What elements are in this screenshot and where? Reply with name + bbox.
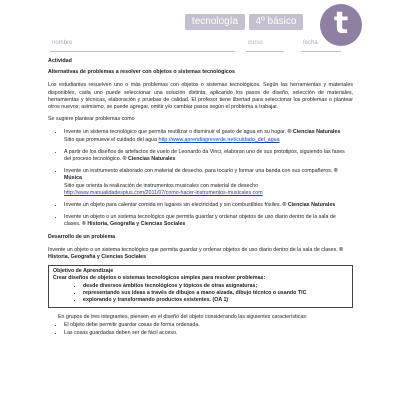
worksheet-content — [48, 58, 353, 337]
groups-point: • Las cosas guardadas deben ser de fácil acceso. — [64, 330, 353, 337]
subject-tab: tecnología — [185, 14, 245, 30]
problem-item — [64, 168, 353, 197]
subject-tag: ® Ciencias Naturales — [287, 129, 341, 136]
groups-point: • El objeto debe permitir guardar cosas de forma ordenada. — [64, 322, 353, 329]
objective-lead: Crear diseños de objetos o sistemas tecnológicos simples para resolver problemas: — [53, 275, 266, 282]
course-field-line[interactable] — [246, 51, 284, 52]
groups-intro: En grupos de tres integrantes, piensen en el diseño del objeto considerando las siguientes características: — [58, 314, 308, 321]
problem-list — [48, 129, 353, 228]
problem-note: Sitio que orienta la realización de instrumentos musicales con material de desecho — [64, 182, 259, 189]
objective-point: • explorando y transformando productos existentes. (OA 1) — [83, 297, 348, 304]
development-text — [48, 247, 353, 261]
course-field-label: curso — [248, 40, 263, 46]
objective-heading: Objetivo de Aprendizaje — [53, 268, 114, 275]
objective-point: • representando sus ideas a través de dibujos a mano alzada, dibujo técnico o usando TIC — [83, 290, 348, 297]
resource-link[interactable]: http://www.aprendiagreverde.net/cuidado_del_agua — [158, 136, 280, 143]
subject-logo: t — [320, 4, 362, 46]
header-tabs — [185, 14, 303, 30]
objective-point: • desde diversos ámbitos tecnológicos y tópicos de otras asignaturas; — [83, 283, 348, 290]
development-body: Invente un objeto o un sistema tecnológico que permita guardar y ordenar objetos de uso diario dentro de la sala de clases. — [48, 246, 340, 253]
grade-tab: 4º básico — [249, 14, 303, 30]
problem-item — [64, 202, 353, 209]
activity-label: Actividad — [48, 58, 72, 64]
objective-list — [53, 283, 348, 305]
problem-text: A partir de los diseños de artefactos de vuelo de Leonardo da Vinci, elaboran uno de sus prototipos, siguiendo las fases del proceso tecnológico. — [64, 148, 345, 163]
groups-list — [48, 322, 353, 336]
problem-text: Invente un instrumento elaborado con material de desecho, para tocarlo y formar una banda con sus compañeros. — [64, 168, 334, 175]
resource-link[interactable]: http://www.manualidadesplus.com/2011/07/como-hacer-instrumentos-musicales.com — [64, 189, 263, 196]
activity-intro: Los estudiantes resuelven uno o más problemas con objetos o sistemas tecnológicos. Según las herramientas y materiales disponibles, cada uno puede seleccionar una solución distinta, aplicando los pasos de diseño, selección de materiales, herramientas y técnicas, elaboración y pruebas de calidad. El profesor tiene libertad para seleccionar los problemas o plantear otros nuevos; asimismo, se puede agregar, omitir y/o cambiar pasos según el problema a trabajar. — [48, 82, 353, 111]
name-field-line[interactable] — [50, 51, 235, 52]
problem-note: Sitio que promueve el cuidado del agua — [64, 136, 159, 143]
problem-text: Invente un objeto o un sistema tecnológico que permita guardar y ordenar objetos de uso diario dentro de la sala de clases. — [64, 214, 336, 228]
subject-tag: ® Ciencias Naturales — [122, 156, 176, 163]
date-field-line[interactable] — [301, 51, 341, 52]
problem-text: Invente un objeto para calentar comida en lugares sin electricidad y sin combustibles fósiles. — [64, 202, 283, 209]
development-heading: Desarrollo de un problema — [48, 233, 116, 240]
name-field-label: nombre — [52, 40, 73, 46]
worksheet-header — [0, 0, 400, 56]
problem-item — [64, 214, 353, 228]
problem-item — [64, 149, 353, 163]
subject-tag: ® Ciencias Naturales — [282, 202, 336, 209]
subject-tag: ® Historia, Geografía y Ciencias Sociales — [81, 221, 186, 228]
suggest-text: Se sugiere plantear problemas como — [48, 116, 135, 123]
subject-tag: ® Historia, Geografía y Ciencias Sociales — [48, 246, 344, 261]
problem-text: Invente un sistema tecnológico que permita reutilizar o disminuir el gasto de agua en su hogar. — [64, 129, 288, 136]
subject-tag: ® Música — [64, 168, 338, 182]
student-fields — [50, 40, 340, 52]
date-field-label: fecha — [303, 40, 318, 46]
activity-title: Alternativas de problemas a resolver con objetos o sistemas tecnológicos — [48, 69, 235, 76]
learning-objective-box — [48, 265, 353, 308]
problem-item — [64, 129, 353, 143]
